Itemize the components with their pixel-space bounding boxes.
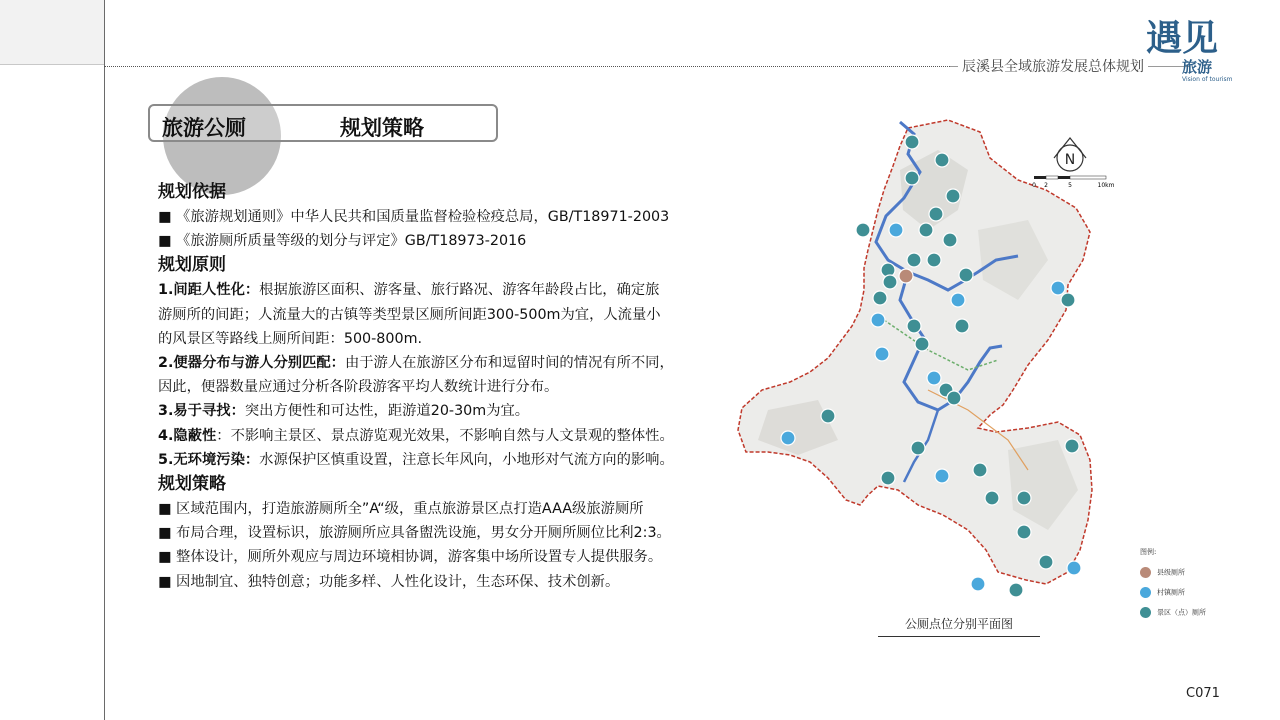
document-title: 辰溪县全域旅游发展总体规划 bbox=[958, 56, 1148, 76]
toilet-marker bbox=[899, 269, 913, 283]
toilet-marker bbox=[946, 189, 960, 203]
principle-text: 根据旅游区面积、游客量、旅行路况、游客年龄段占比，确定旅 bbox=[259, 282, 660, 299]
toilet-marker bbox=[881, 471, 895, 485]
principle-1 bbox=[158, 278, 728, 302]
toilet-marker bbox=[915, 337, 929, 351]
toilet-marker bbox=[907, 319, 921, 333]
toilet-marker bbox=[1039, 555, 1053, 569]
toilet-marker bbox=[929, 207, 943, 221]
toilet-marker bbox=[935, 153, 949, 167]
principle-4 bbox=[158, 424, 728, 448]
toilet-marker bbox=[1009, 583, 1023, 597]
toilet-marker bbox=[959, 268, 973, 282]
principle-label: 5.无环境污染： bbox=[158, 451, 260, 468]
toilet-marker bbox=[1017, 525, 1031, 539]
strategy-heading: 规划策略 bbox=[158, 474, 226, 495]
toilet-marker bbox=[871, 313, 885, 327]
content-text bbox=[158, 180, 728, 594]
toilet-marker bbox=[927, 253, 941, 267]
village-toilet-icon bbox=[1140, 587, 1151, 598]
principle-text: 突出方便性和可达性，距游道20-30m为宜。 bbox=[244, 403, 530, 420]
legend-title: 图例: bbox=[1140, 548, 1157, 556]
toilet-marker bbox=[943, 233, 957, 247]
scale-label: 0 bbox=[1032, 182, 1036, 189]
corner-box bbox=[0, 0, 105, 65]
header-divider bbox=[104, 66, 950, 67]
logo-main: 遇见 bbox=[1146, 17, 1219, 59]
strategy-item: ■ 区域范围内，打造旅游厕所全”A“级，重点旅游景区点打造AAA级旅游厕所 bbox=[158, 501, 644, 518]
map-caption: 公厕点位分别平面图 bbox=[904, 617, 1013, 631]
toilet-marker bbox=[985, 491, 999, 505]
principle-2 bbox=[158, 351, 728, 375]
toilet-marker bbox=[911, 441, 925, 455]
toilet-marker bbox=[907, 253, 921, 267]
principle-1-cont: 的风景区等路线上厕所间距：500-800m. bbox=[158, 330, 423, 347]
principle-2-cont: 因此，便器数量应通过分析各阶段游客平均人数统计进行分布。 bbox=[158, 379, 559, 396]
scale-bar bbox=[1032, 176, 1115, 189]
toilet-marker bbox=[875, 347, 889, 361]
principle-text: 由于游人在旅游区分布和逗留时间的情况有所不同， bbox=[344, 355, 674, 372]
logo-tour: 旅游 bbox=[1182, 58, 1213, 76]
section-title-left: 旅游公厕 bbox=[162, 116, 246, 140]
legend-item-scenic: 景区（点）厕所 bbox=[1140, 607, 1206, 618]
basis-item: ■ 《旅游厕所质量等级的划分与评定》GB/T18973-2016 bbox=[158, 233, 527, 250]
scale-label: 2 bbox=[1044, 182, 1048, 189]
principle-label: 2.便器分布与游人分别匹配： bbox=[158, 355, 345, 372]
toilet-marker bbox=[873, 291, 887, 305]
toilet-location-map bbox=[728, 110, 1148, 630]
principle-5 bbox=[158, 448, 728, 472]
section-title-right: 规划策略 bbox=[340, 116, 424, 140]
county-toilet-icon bbox=[1140, 567, 1151, 578]
toilet-marker bbox=[821, 409, 835, 423]
strategy-item: ■ 因地制宜、独特创意；功能多样、人性化设计，生态环保、技术创新。 bbox=[158, 573, 620, 590]
basis-item: ■ 《旅游规划通则》中华人民共和国质量监督检验检疫总局，GB/T18971-2003 bbox=[158, 209, 670, 225]
toilet-marker bbox=[1061, 293, 1075, 307]
caption-underline bbox=[878, 636, 1040, 637]
north-label: N bbox=[1064, 152, 1076, 168]
toilet-marker bbox=[883, 275, 897, 289]
toilet-marker bbox=[889, 223, 903, 237]
north-arrow bbox=[1054, 138, 1086, 171]
toilet-marker bbox=[927, 371, 941, 385]
scale-label: 10km bbox=[1097, 182, 1115, 189]
toilet-marker bbox=[971, 577, 985, 591]
left-divider bbox=[104, 0, 105, 720]
strategy-item: ■ 整体设计，厕所外观应与周边环境相协调，游客集中场所设置专人提供服务。 bbox=[158, 549, 663, 566]
principles-heading: 规划原则 bbox=[158, 255, 226, 276]
toilet-marker bbox=[1067, 561, 1081, 575]
basis-heading: 规划依据 bbox=[158, 182, 226, 202]
principle-text: ：不影响主景区、景点游览观光效果，不影响自然与人文景观的整体性。 bbox=[216, 427, 674, 444]
page-number: C071 bbox=[1186, 686, 1220, 701]
strategy-item: ■ 布局合理，设置标识，旅游厕所应具备盥洗设施，男女分开厕所厕位比利2:3。 bbox=[158, 525, 671, 542]
principle-text: 水源保护区慎重设置，注意长年风向，小地形对气流方向的影响。 bbox=[259, 451, 674, 468]
toilet-marker bbox=[919, 223, 933, 237]
toilet-marker bbox=[856, 223, 870, 237]
toilet-marker bbox=[951, 293, 965, 307]
toilet-marker bbox=[955, 319, 969, 333]
principle-label: 3.易于寻找： bbox=[158, 403, 245, 420]
toilet-marker bbox=[947, 391, 961, 405]
principle-label: 4.隐蔽性 bbox=[158, 427, 217, 444]
section-title-box bbox=[148, 104, 498, 142]
toilet-marker bbox=[781, 431, 795, 445]
scenic-toilet-icon bbox=[1140, 607, 1151, 618]
logo-subtitle: Vision of tourism bbox=[1182, 76, 1233, 83]
logo bbox=[1146, 17, 1236, 90]
toilet-marker bbox=[1017, 491, 1031, 505]
toilet-marker bbox=[935, 469, 949, 483]
scale-label: 5 bbox=[1068, 182, 1072, 189]
principle-label: 1.间距人性化： bbox=[158, 282, 260, 299]
toilet-marker bbox=[1051, 281, 1065, 295]
toilet-marker bbox=[973, 463, 987, 477]
legend-item-village: 村镇厕所 bbox=[1140, 587, 1185, 598]
toilet-marker bbox=[905, 171, 919, 185]
legend-item-county: 县级厕所 bbox=[1140, 567, 1185, 578]
principle-1-cont: 游厕所的间距；人流量大的古镇等类型景区厕所间距300-500m为宜，人流量小 bbox=[158, 306, 661, 323]
toilet-marker bbox=[905, 135, 919, 149]
principle-3 bbox=[158, 399, 728, 423]
toilet-marker bbox=[1065, 439, 1079, 453]
